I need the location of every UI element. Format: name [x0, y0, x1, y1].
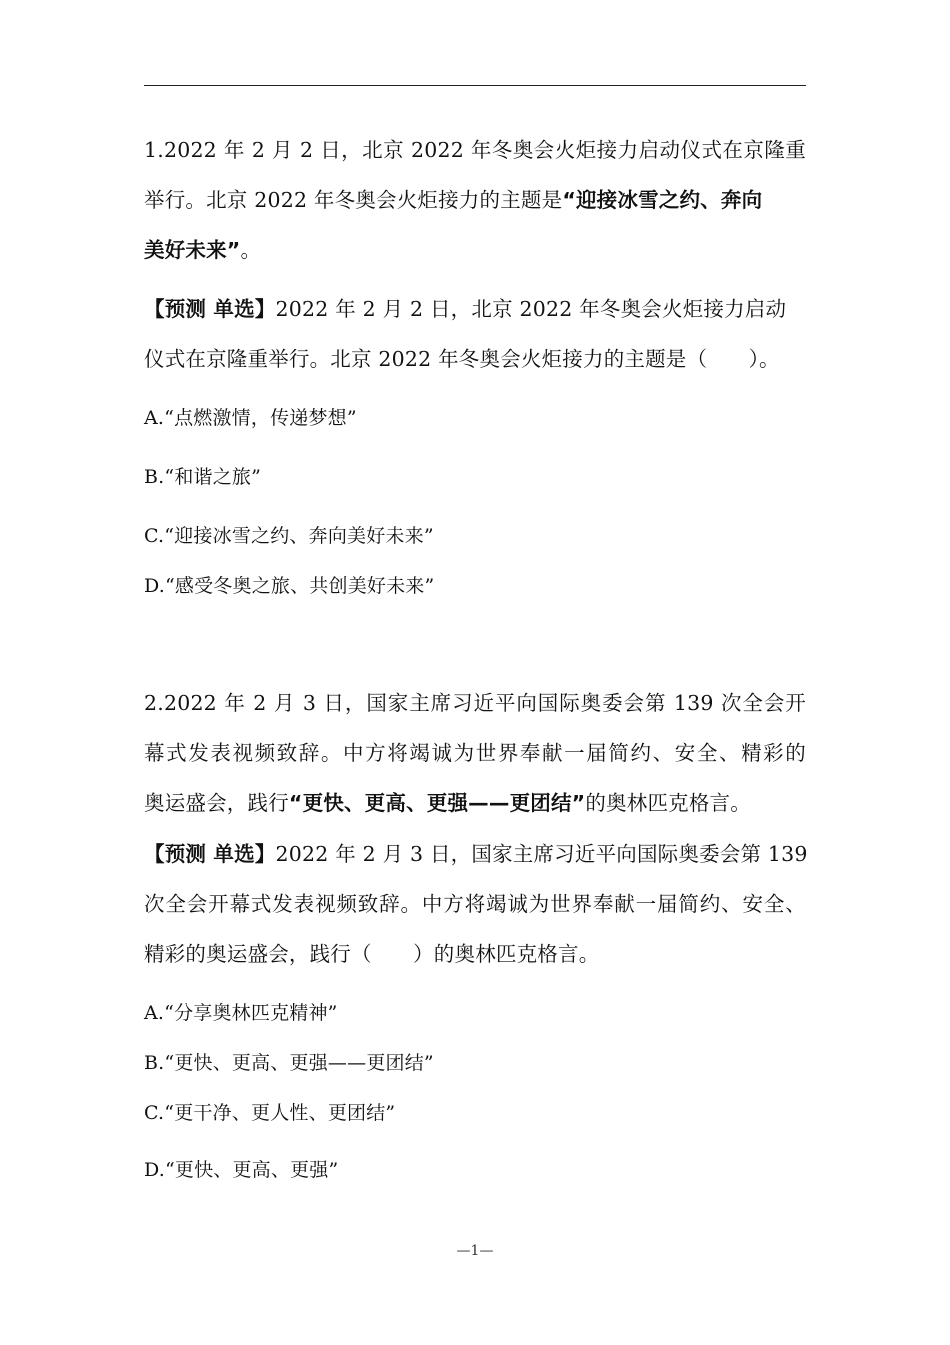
q2-question-text: 2022 年 2 月 3 日，国家主席习近平向国际奥委会第 139	[275, 842, 808, 866]
q2-option-d: D.“更快、更高、更强”	[144, 1159, 339, 1181]
q1-stem-line-1: 1.2022 年 2 月 2 日，北京 2022 年冬奥会火炬接力启动仪式在京隆重	[144, 138, 806, 162]
q2-stem-tail: 的奥林匹克格言。	[585, 791, 751, 815]
q2-stem-line-1: 2.2022 年 2 月 3 日，国家主席习近平向国际奥委会第 139 次全会开	[144, 691, 806, 715]
q1-tag: 【预测 单选】	[144, 297, 276, 321]
q2-stem-text: 奥运盛会，践行	[144, 791, 289, 815]
q2-question-line-1	[144, 839, 806, 869]
q2-stem-line-2: 幕式发表视频致辞。中方将竭诚为世界奉献一届简约、安全、精彩的	[144, 741, 806, 765]
q2-tag: 【预测 单选】	[144, 842, 276, 866]
q2-option-a: A.“分享奥林匹克精神”	[144, 1002, 338, 1024]
q1-stem-period: 。	[240, 238, 262, 262]
q2-question-line-3: 精彩的奥运盛会，践行（ ）的奥林匹克格言。	[144, 942, 600, 966]
q1-stem-text: 举行。北京 2022 年冬奥会火炬接力的主题是	[144, 188, 563, 212]
q1-option-a: A.“点燃激情，传递梦想”	[144, 407, 357, 429]
q1-question-line-1	[144, 294, 806, 324]
header-rule	[144, 85, 806, 86]
q1-question-text: 2022 年 2 月 2 日，北京 2022 年冬奥会火炬接力启动	[275, 297, 787, 321]
q1-question-line-2: 仪式在京隆重举行。北京 2022 年冬奥会火炬接力的主题是（ ）。	[144, 347, 780, 371]
q1-theme-bold: “迎接冰雪之约、奔向	[562, 188, 763, 212]
q1-stem-line-3	[144, 235, 806, 265]
q2-question-line-2: 次全会开幕式发表视频致辞。中方将竭诚为世界奉献一届简约、安全、	[144, 892, 806, 916]
q1-option-d: D.“感受冬奥之旅、共创美好未来”	[144, 575, 435, 597]
q2-option-c: C.“更干净、更人性、更团结”	[144, 1102, 396, 1124]
q1-stem-line-2	[144, 185, 806, 215]
q1-option-b: B.“和谐之旅”	[144, 466, 262, 488]
q1-theme-bold-end: 美好未来”	[144, 238, 241, 262]
q1-option-c: C.“迎接冰雪之约、奔向美好未来”	[144, 525, 434, 547]
q2-stem-line-3	[144, 788, 806, 818]
page-number: —1—	[456, 1243, 494, 1259]
q2-motto-bold: “更快、更高、更强——更团结”	[288, 791, 586, 815]
q2-option-b: B.“更快、更高、更强——更团结”	[144, 1052, 434, 1074]
